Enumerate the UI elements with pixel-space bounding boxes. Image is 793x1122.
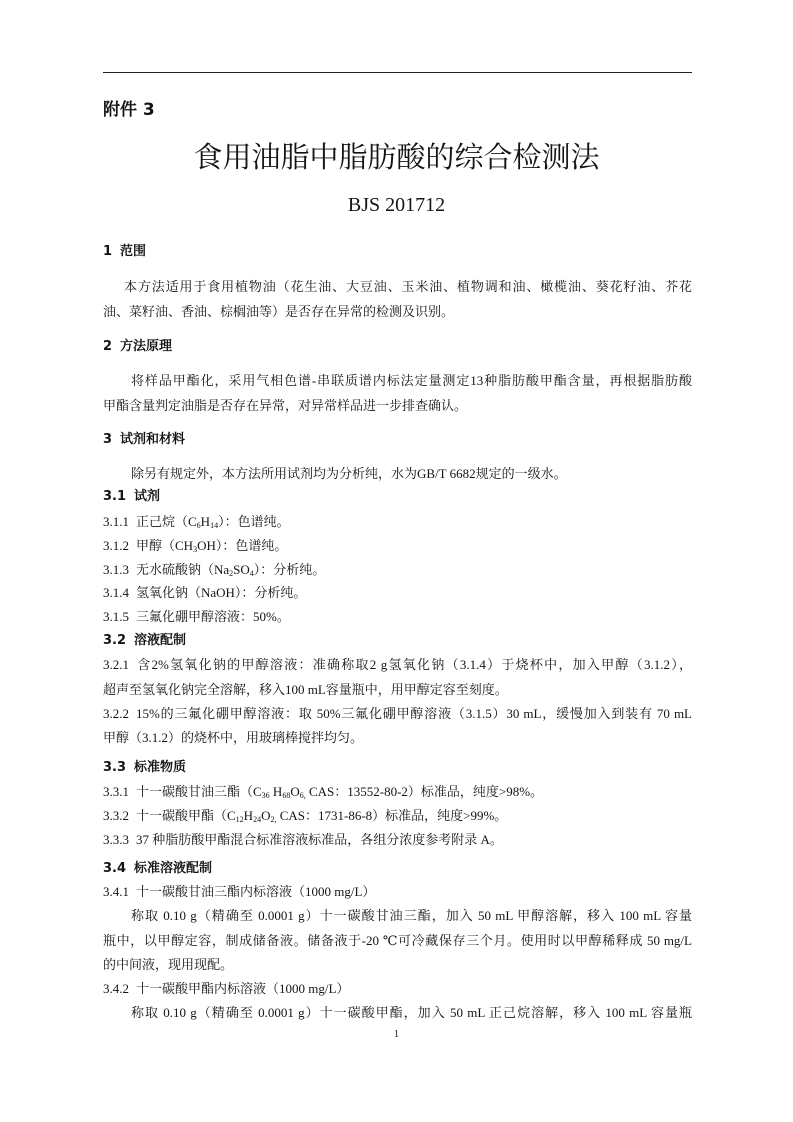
reagent-item: [103, 584, 692, 602]
section-title: 溶液配制: [134, 633, 187, 648]
item-text: H: [200, 514, 211, 529]
section-title: 范围: [120, 244, 147, 259]
section-heading-scope: [103, 243, 692, 261]
item-text: H: [243, 808, 254, 823]
section-number: 1: [103, 244, 113, 259]
item-text: O: [290, 784, 300, 799]
paragraph-line: 称取 0.10 g（精确至 0.0001 g）十一碳酸甘油三酯，加入 50 mL 甲醇溶解，移入 100 mL 容量: [131, 908, 692, 923]
subscript: 6,: [299, 791, 306, 800]
item-text: ）：分析纯。: [253, 562, 326, 577]
standard-item: [103, 807, 692, 825]
item-text: 含2%氢氧化钠的甲醇溶液：准确称取2 g氢氧化钠（3.1.4）于烧杯中，加入甲醇（3.1.2），: [136, 657, 692, 672]
subsection-heading-standard-solutions: [103, 860, 692, 878]
annex-label: 附件 3: [103, 100, 155, 120]
paragraph-line: 油、菜籽油、香油、棕榈油等）是否存在异常的检测及识别。: [103, 304, 455, 319]
subscript: 4: [249, 569, 254, 578]
item-text: 十一碳酸甘油三酯内标溶液（1000 mg/L）: [136, 884, 376, 899]
reagent-item: [103, 537, 692, 555]
paragraph-line: 甲醇（3.1.2）的烧杯中，用玻璃棒搅拌均匀。: [103, 730, 364, 745]
item-text: 15%的三氟化硼甲醇溶液：取 50%三氟化硼甲醇溶液（3.1.5）30 mL，缓慢加入到装有 70 mL: [136, 706, 692, 721]
paragraph-line: 将样品甲酯化，采用气相色谱-串联质谱内标法定量测定13种脂肪酸甲酯含量，再根据脂肪酸: [131, 373, 692, 388]
item-number: 3.4.2: [103, 981, 129, 996]
item-text: 十一碳酸甘油三酯（C: [136, 784, 262, 799]
subscript: 24: [253, 815, 262, 824]
subscript: 14: [210, 521, 219, 530]
item-number: 3.2.2: [103, 706, 129, 721]
item-text: 正己烷（C: [136, 514, 197, 529]
item-number: 3.1.4: [103, 585, 129, 600]
item-number: 3.3.1: [103, 784, 129, 799]
standard-solution-item-title: [103, 980, 692, 998]
solution-item: [103, 705, 692, 723]
subscript: 2,: [270, 815, 277, 824]
subscript: 3: [193, 545, 198, 554]
item-text: 无水硫酸钠（Na: [136, 562, 230, 577]
section-title: 方法原理: [120, 339, 173, 354]
paragraph-line: 称取 0.10 g（精确至 0.0001 g）十一碳酸甲酯，加入 50 mL 正己烷溶解，移入 100 mL 容量瓶: [131, 1005, 692, 1020]
reagent-item: [103, 561, 692, 579]
document-code: BJS 201712: [347, 194, 446, 216]
solution-item: [103, 656, 692, 674]
section-heading-principle: [103, 338, 692, 356]
subscript: 12: [235, 815, 244, 824]
section-number: 3.3: [103, 760, 127, 775]
item-number: 3.3.2: [103, 808, 129, 823]
item-text: ）：色谱纯。: [218, 514, 290, 529]
item-text: O: [261, 808, 271, 823]
item-text: 十一碳酸甲酯内标溶液（1000 mg/L）: [136, 981, 350, 996]
item-text: 氢氧化钠（NaOH）：分析纯。: [136, 585, 307, 600]
subsection-heading-standards: [103, 759, 692, 777]
subscript: 36: [261, 791, 270, 800]
section-number: 3.1: [103, 489, 127, 504]
item-number: 3.3.3: [103, 832, 129, 847]
section-number: 3.4: [103, 861, 127, 876]
item-number: 3.1.3: [103, 562, 129, 577]
paragraph-line: 除另有规定外，本方法所用试剂均为分析纯，水为GB/T 6682规定的一级水。: [131, 466, 567, 481]
item-text: SO: [233, 562, 250, 577]
item-text: 37 种脂肪酸甲酯混合标准溶液标准品，各组分浓度参考附录 A。: [136, 832, 503, 847]
item-text: CAS：13552-80-2）标准品，纯度>98%。: [305, 784, 544, 799]
reagent-item: [103, 513, 692, 531]
item-text: 三氟化硼甲醇溶液：50%。: [136, 609, 290, 624]
section-title: 试剂和材料: [120, 432, 186, 447]
subsection-heading-reagents: [103, 488, 692, 506]
section-title: 标准物质: [134, 760, 187, 775]
section-number: 3: [103, 432, 113, 447]
subscript: 68: [282, 791, 291, 800]
item-number: 3.2.1: [103, 657, 129, 672]
section-title: 试剂: [134, 489, 161, 504]
item-text: CAS：1731-86-8）标准品，纯度>99%。: [276, 808, 508, 823]
header-rule: [103, 72, 692, 73]
section-number: 2: [103, 339, 113, 354]
item-number: 3.1.1: [103, 514, 129, 529]
standard-solution-item-title: [103, 883, 692, 901]
paragraph-line: 瓶中，以甲醇定容，制成储备液。储备液于-20 ℃可冷藏保存三个月。使用时以甲醇稀释成 50 mg/L: [103, 933, 692, 948]
subsection-heading-solutions: [103, 632, 692, 650]
standard-item: [103, 831, 692, 849]
page-number: 1: [394, 1029, 399, 1040]
item-text: 十一碳酸甲酯（C: [136, 808, 236, 823]
paragraph-line: 本方法适用于食用植物油（花生油、大豆油、玉米油、植物调和油、橄榄油、葵花籽油、芥花: [124, 279, 692, 294]
item-number: 3.4.1: [103, 884, 129, 899]
paragraph-line: 超声至氢氧化钠完全溶解，移入100 mL容量瓶中，用甲醇定容至刻度。: [103, 682, 508, 697]
standard-item: [103, 783, 692, 801]
paragraph-line: 的中间液，现用现配。: [103, 957, 234, 972]
section-title: 标准溶液配制: [134, 861, 213, 876]
item-number: 3.1.2: [103, 538, 129, 553]
paragraph-line: 甲酯含量判定油脂是否存在异常，对异常样品进一步排查确认。: [103, 398, 468, 413]
item-number: 3.1.5: [103, 609, 129, 624]
reagent-item: [103, 608, 692, 626]
subscript: 2: [229, 569, 234, 578]
item-text: OH）：色谱纯。: [197, 538, 288, 553]
document-title: 食用油脂中脂肪酸的综合检测法: [193, 142, 600, 174]
subscript: 6: [196, 521, 201, 530]
section-heading-materials: [103, 431, 692, 449]
item-text: H: [269, 784, 283, 799]
section-number: 3.2: [103, 633, 127, 648]
item-text: 甲醇（CH: [136, 538, 194, 553]
